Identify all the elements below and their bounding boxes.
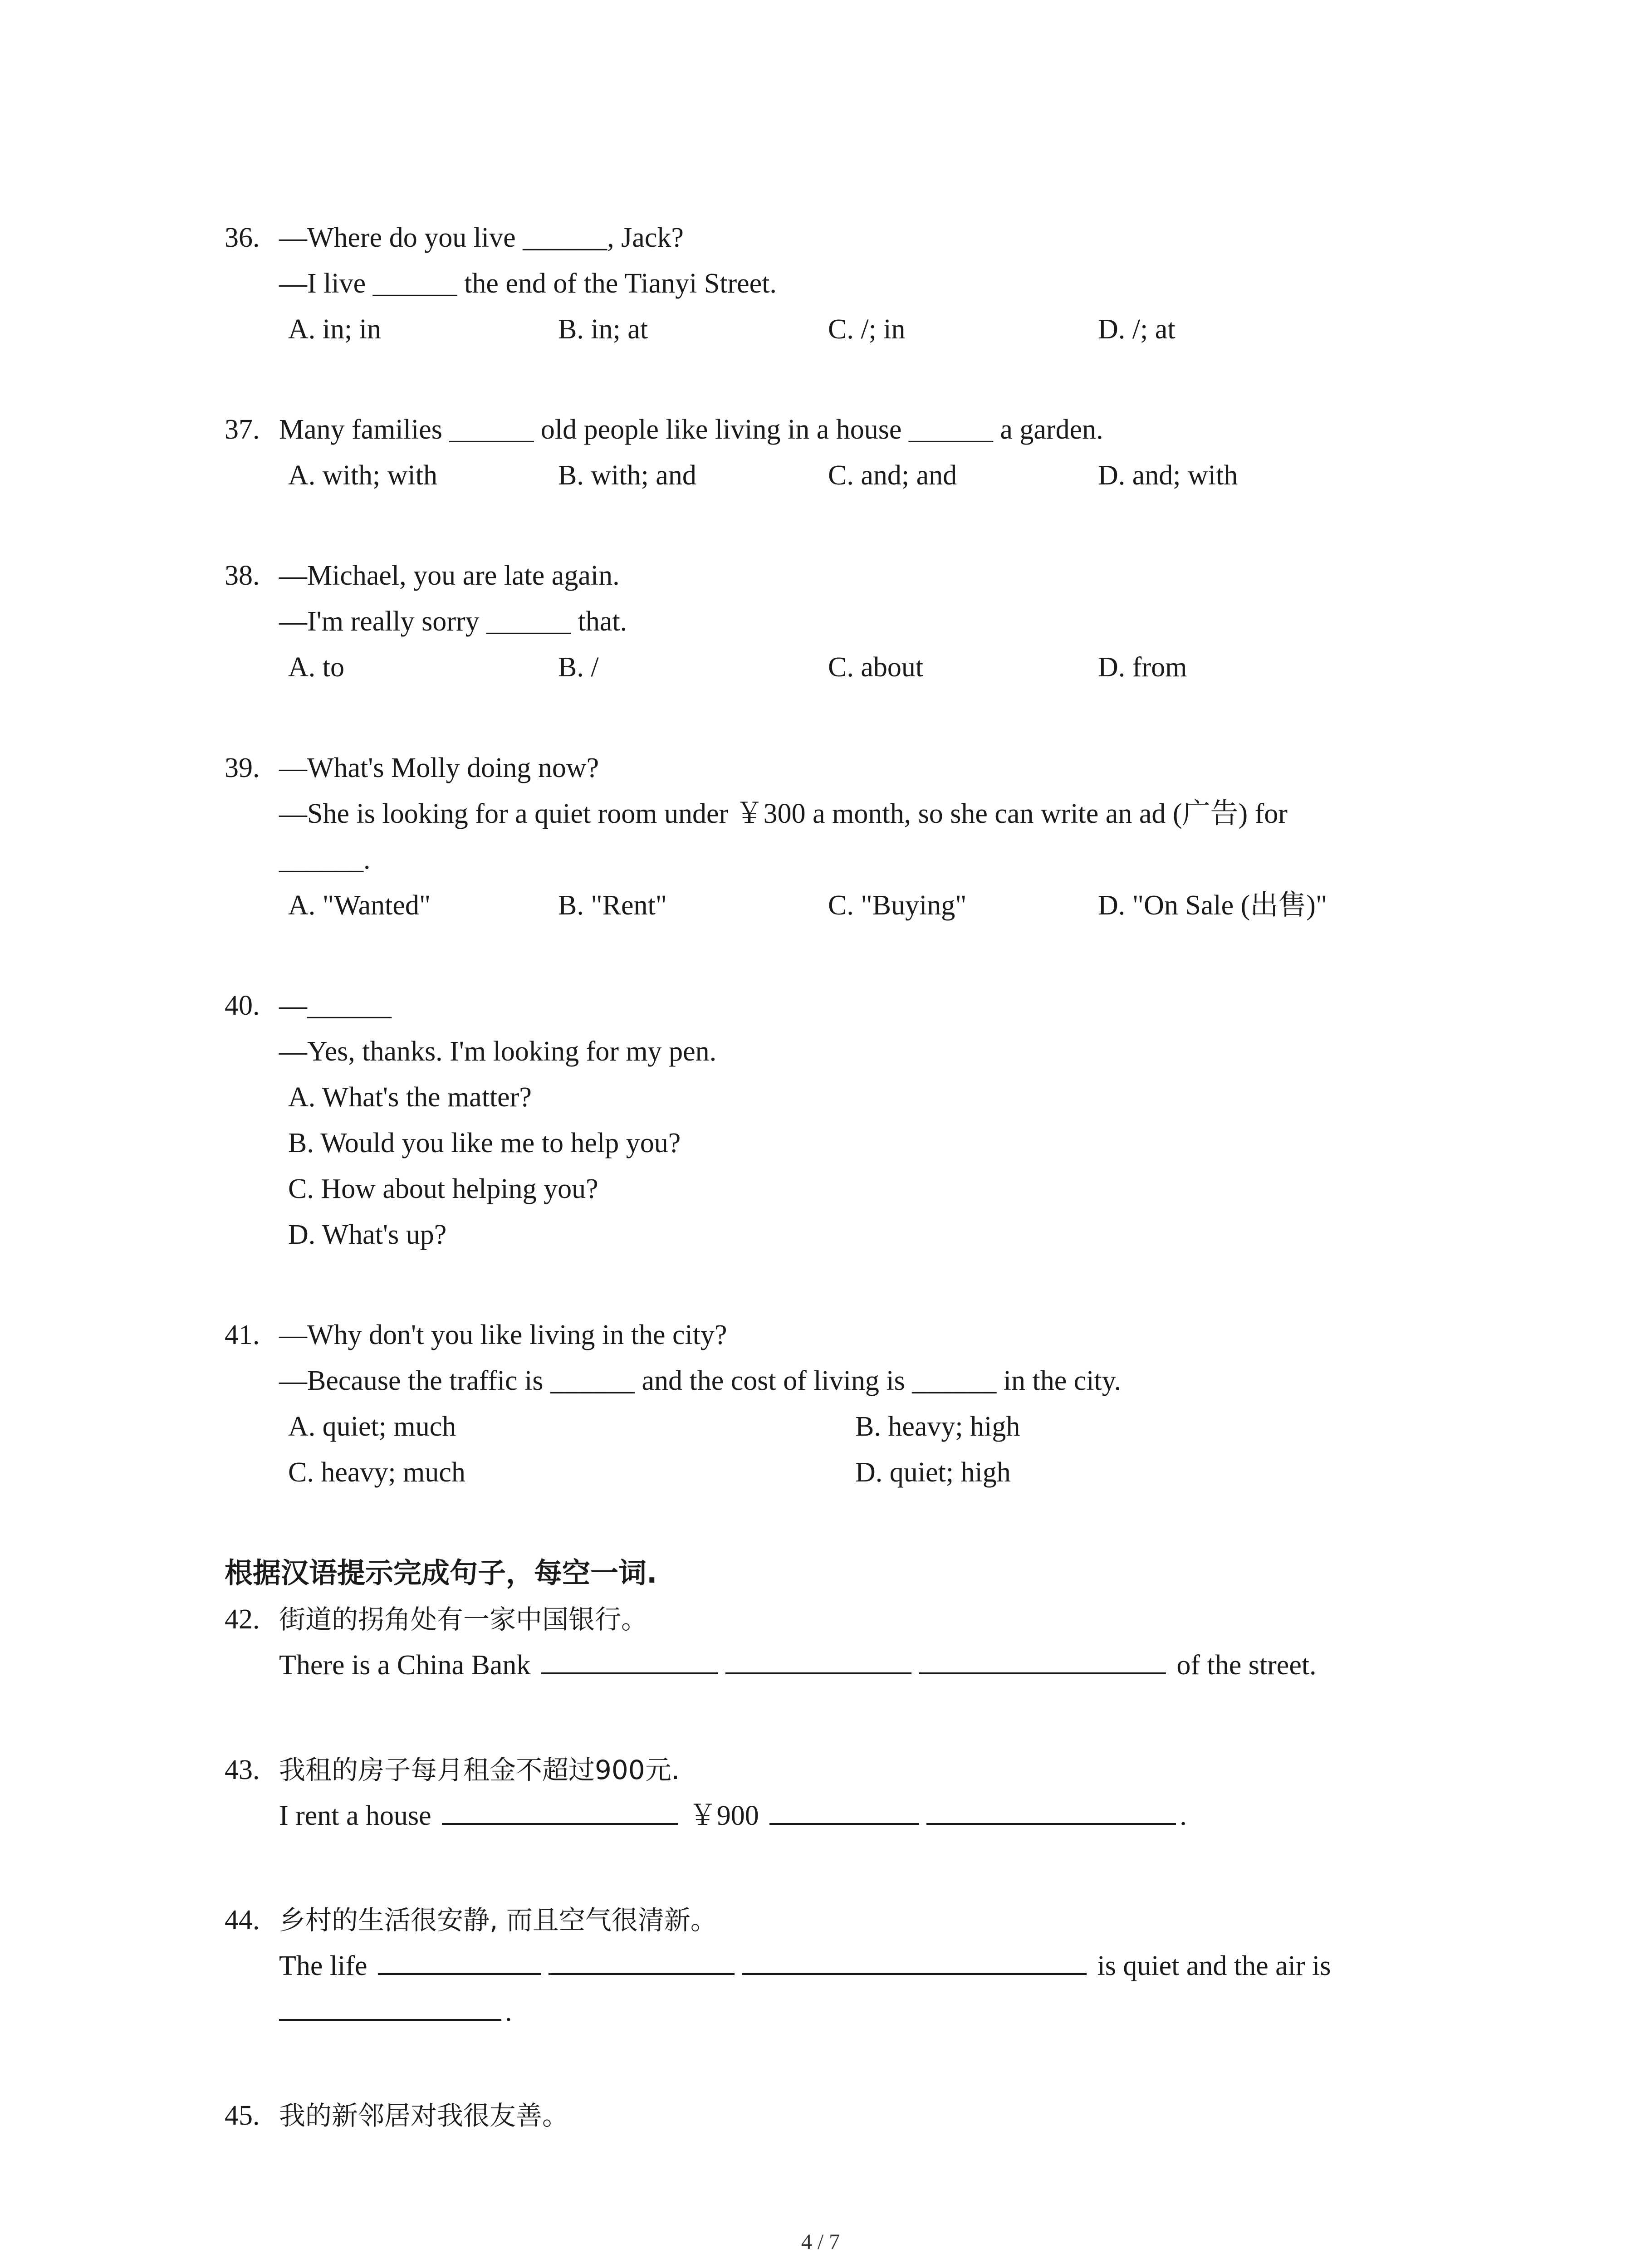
- answer-blank[interactable]: [541, 1646, 718, 1674]
- option-c[interactable]: C. and; and: [828, 460, 957, 491]
- option-d[interactable]: D. quiet; high: [855, 1457, 1011, 1488]
- question-number: 43.: [225, 1755, 260, 1785]
- option-a[interactable]: A. in; in: [288, 314, 381, 345]
- options-row: [225, 645, 1450, 690]
- question-38: [225, 553, 1450, 690]
- question-text: —Michael, you are late again.: [279, 560, 620, 591]
- question-42: [225, 1597, 1450, 1688]
- option-d[interactable]: D. What's up?: [288, 1219, 447, 1250]
- question-number: 44.: [225, 1905, 260, 1936]
- answer-blank[interactable]: [769, 1797, 919, 1825]
- option-d[interactable]: D. "On Sale (出售)": [1098, 890, 1327, 921]
- option-a[interactable]: A. "Wanted": [288, 890, 431, 921]
- answer-blank[interactable]: [742, 1947, 1087, 1975]
- option-d[interactable]: D. and; with: [1098, 460, 1238, 491]
- question-text: —I live ______ the end of the Tianyi Street.: [279, 268, 777, 299]
- question-text: —Yes, thanks. I'm looking for my pen.: [279, 1036, 717, 1067]
- sentence-suffix: is quiet and the air is: [1097, 1950, 1331, 1981]
- question-45: [225, 2093, 1450, 2139]
- sentence-prefix: The life: [279, 1950, 367, 1981]
- question-number: 37.: [225, 414, 260, 445]
- sentence-prefix: I rent a house: [279, 1800, 431, 1831]
- question-text: —Because the traffic is ______ and the cost of living is ______ in the city.: [279, 1365, 1122, 1396]
- option-d[interactable]: D. from: [1098, 652, 1187, 683]
- options-row: [225, 1404, 1450, 1450]
- question-43: [225, 1747, 1450, 1839]
- option-c[interactable]: C. heavy; much: [288, 1457, 465, 1488]
- question-36: [225, 215, 1450, 352]
- sentence-suffix: of the street.: [1176, 1650, 1317, 1681]
- options-row: [225, 307, 1450, 352]
- question-number: 39.: [225, 753, 260, 783]
- option-b[interactable]: B. /: [558, 652, 599, 683]
- sentence-suffix: .: [505, 1996, 512, 2027]
- question-text: Many families ______ old people like living in a house ______ a garden.: [279, 414, 1103, 445]
- answer-line: [225, 1642, 1450, 1688]
- question-text: —Why don't you like living in the city?: [279, 1320, 727, 1350]
- option-c[interactable]: C. about: [828, 652, 924, 683]
- chinese-prompt: 我的新邻居对我很友善。: [279, 2100, 569, 2131]
- answer-blank[interactable]: [725, 1646, 911, 1674]
- question-text: —Where do you live ______, Jack?: [279, 222, 684, 253]
- answer-blank[interactable]: [378, 1947, 541, 1975]
- option-c[interactable]: C. /; in: [828, 314, 906, 345]
- option-b[interactable]: B. Would you like me to help you?: [288, 1128, 681, 1158]
- question-44: [225, 1897, 1450, 2035]
- options-row: [225, 453, 1450, 499]
- question-number: 38.: [225, 560, 260, 591]
- section-title: 根据汉语提示完成句子，每空一词.: [225, 1556, 657, 1589]
- chinese-prompt: 乡村的生活很安静, 而且空气很清新。: [279, 1905, 717, 1936]
- option-a[interactable]: A. to: [288, 652, 344, 683]
- option-a[interactable]: A. quiet; much: [288, 1411, 456, 1442]
- question-39: [225, 745, 1450, 929]
- sentence-middle: ￥900: [688, 1800, 759, 1831]
- chinese-prompt: 街道的拐角处有一家中国银行。: [279, 1604, 648, 1635]
- question-text: —I'm really sorry ______ that.: [279, 606, 627, 637]
- option-b[interactable]: B. "Rent": [558, 890, 667, 921]
- answer-blank[interactable]: [919, 1646, 1166, 1674]
- answer-line: [225, 1793, 1450, 1839]
- answer-line: [225, 1943, 1450, 1989]
- question-text: —What's Molly doing now?: [279, 753, 599, 783]
- option-b[interactable]: B. in; at: [558, 314, 648, 345]
- option-a[interactable]: A. What's the matter?: [288, 1082, 532, 1113]
- answer-blank[interactable]: [549, 1947, 735, 1975]
- question-text: —She is looking for a quiet room under ￥300 a month, so she can write an ad (广告) for: [279, 798, 1288, 829]
- question-number: 42.: [225, 1604, 260, 1635]
- answer-line: [225, 1989, 1450, 2035]
- options-row: [225, 883, 1450, 929]
- question-text: —______: [279, 990, 392, 1021]
- question-number: 45.: [225, 2100, 260, 2131]
- option-c[interactable]: C. "Buying": [828, 890, 967, 921]
- answer-blank[interactable]: [279, 1993, 501, 2021]
- question-number: 36.: [225, 222, 260, 253]
- chinese-prompt: 我租的房子每月租金不超过900元.: [279, 1755, 680, 1785]
- sentence-prefix: There is a China Bank: [279, 1650, 531, 1681]
- question-40: [225, 983, 1450, 1258]
- question-text: ______.: [279, 844, 371, 875]
- option-c[interactable]: C. How about helping you?: [288, 1173, 598, 1204]
- answer-blank[interactable]: [926, 1797, 1176, 1825]
- question-number: 41.: [225, 1320, 260, 1350]
- option-b[interactable]: B. heavy; high: [855, 1411, 1020, 1442]
- option-d[interactable]: D. /; at: [1098, 314, 1176, 345]
- option-a[interactable]: A. with; with: [288, 460, 437, 491]
- sentence-suffix: .: [1180, 1800, 1187, 1831]
- question-number: 40.: [225, 990, 260, 1021]
- answer-blank[interactable]: [442, 1797, 678, 1825]
- options-row: [225, 1450, 1450, 1496]
- option-b[interactable]: B. with; and: [558, 460, 696, 491]
- page-number: 4 / 7: [801, 2230, 840, 2254]
- question-37: [225, 407, 1450, 499]
- question-41: [225, 1312, 1450, 1496]
